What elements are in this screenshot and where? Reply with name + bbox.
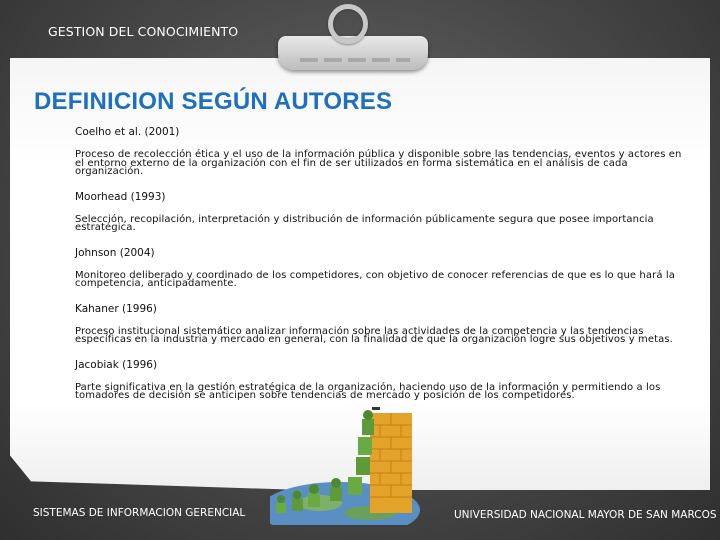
definition-entry [75, 191, 685, 233]
definition-text: Parte significativa en la gestión estratégica de la organización, haciendo uso de la información y permitiendo a los tomadores de decisión se anticipen sobre tendencias de mercado y posición de los competidores. [75, 381, 661, 401]
footer-university: UNIVERSIDAD NACIONAL MAYOR DE SAN MARCOS [454, 509, 717, 521]
definitions-list [75, 126, 685, 415]
presentation-title: GESTION DEL CONOCIMIENTO [48, 24, 239, 39]
author-name: Coelho et al. (2001) [75, 126, 180, 138]
author-name: Johnson (2004) [75, 246, 155, 259]
definition-text: Monitoreo deliberado y coordinado de los competidores, con objetivo de conocer referencias de que es lo que hará la competencia, anticipadamente. [75, 269, 675, 289]
author-name: Jacobiak (1996) [75, 358, 158, 371]
footer-course: SISTEMAS DE INFORMACION GERENCIAL [33, 507, 246, 519]
definition-text: Selección, recopilación, interpretación y distribución de información públicamente segura que posee importancia estratégica. [75, 213, 654, 233]
author-name: Kahaner (1996) [75, 302, 157, 315]
slide-heading: DEFINICION SEGÚN AUTORES [34, 88, 393, 115]
competition-wall-illustration [270, 405, 430, 525]
definition-entry [75, 126, 685, 177]
definition-entry [75, 303, 685, 345]
author-name: Moorhead (1993) [75, 190, 166, 203]
definition-text: Proceso institucional sistemático analizar información sobre las actividades de la competencia y las tendencias específicas en la industria y mercado en general, con la finalidad de que la organización logre sus objetivos y metas. [75, 325, 673, 345]
definition-entry [75, 247, 685, 289]
definition-text: Proceso de recolección ética y el uso de la información pública y disponible sobre las tendencias, eventos y actores en el entorno externo de la organización con el fin de ser utilizados en forma sistemática en el análisis de cada organización. [75, 149, 682, 177]
definition-entry [75, 359, 685, 401]
